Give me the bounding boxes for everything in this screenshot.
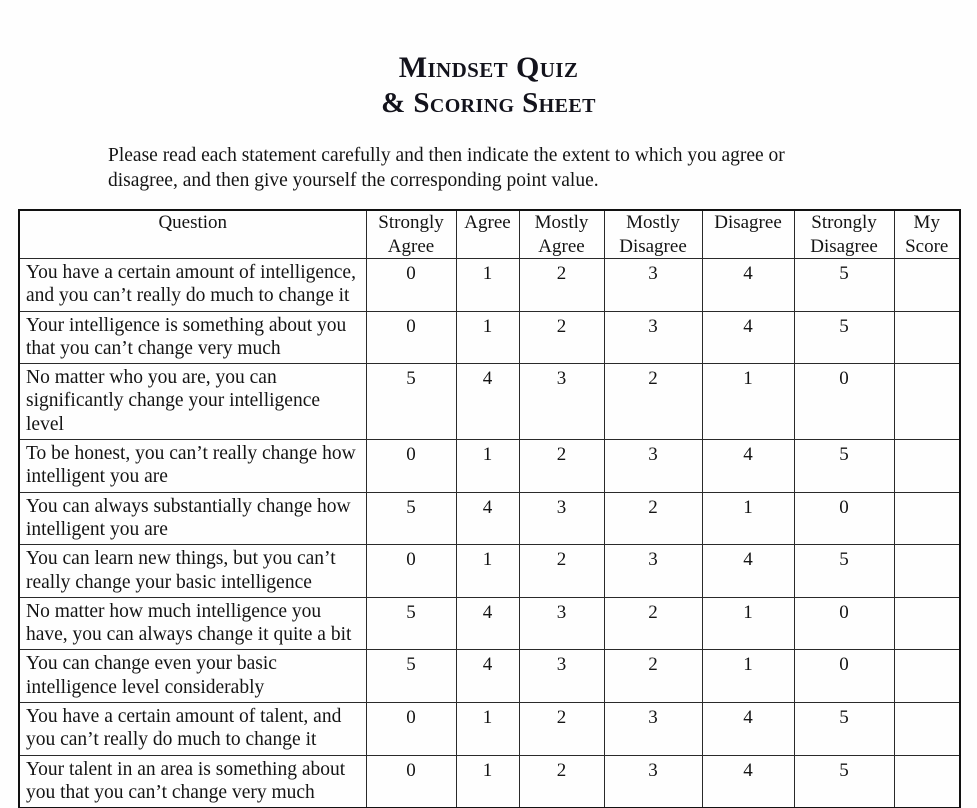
my-score-input-cell[interactable]: [894, 259, 960, 312]
score-value-cell: 0: [794, 364, 894, 440]
score-value-cell: 3: [604, 755, 702, 808]
title-line-2: & Scoring Sheet: [381, 87, 596, 119]
question-cell: You have a certain amount of intelligence, and you can’t really do much to change it: [19, 259, 366, 312]
table-row: [19, 259, 960, 312]
score-value-cell: 4: [456, 650, 519, 703]
title-line-1: Mindset Quiz: [398, 51, 579, 84]
score-value-cell: 1: [456, 755, 519, 808]
table-row: [19, 597, 960, 650]
score-value-cell: 2: [519, 259, 604, 312]
score-value-cell: 3: [604, 545, 702, 598]
score-value-cell: 5: [794, 311, 894, 364]
score-value-cell: 2: [604, 364, 702, 440]
score-value-cell: 2: [519, 703, 604, 756]
column-header-question: [19, 210, 366, 259]
my-score-input-cell[interactable]: [894, 597, 960, 650]
score-value-cell: 3: [604, 440, 702, 493]
table-row: [19, 703, 960, 756]
question-cell: You have a certain amount of talent, and you can’t really do much to change it: [19, 703, 366, 756]
score-value-cell: 3: [519, 364, 604, 440]
question-cell: You can always substantially change how intelligent you are: [19, 492, 366, 545]
score-value-cell: 2: [519, 440, 604, 493]
header-label-line1: Mostly: [626, 212, 680, 233]
score-value-cell: 1: [702, 364, 794, 440]
score-value-cell: 5: [366, 597, 456, 650]
question-cell: You can change even your basic intelligence level considerably: [19, 650, 366, 703]
header-label-line2: Disagree: [619, 235, 687, 257]
score-value-cell: 1: [456, 703, 519, 756]
my-score-input-cell[interactable]: [894, 440, 960, 493]
header-label-line2: Agree: [538, 235, 585, 257]
question-cell: Your intelligence is something about you that you can’t change very much: [19, 311, 366, 364]
table-header: [19, 210, 960, 259]
score-value-cell: 4: [702, 311, 794, 364]
my-score-input-cell[interactable]: [894, 545, 960, 598]
document-title: [0, 0, 977, 120]
score-value-cell: 0: [366, 755, 456, 808]
score-value-cell: 0: [366, 440, 456, 493]
table-row: [19, 650, 960, 703]
score-value-cell: 3: [604, 703, 702, 756]
header-label-line1: Strongly: [378, 212, 444, 233]
score-value-cell: 5: [794, 755, 894, 808]
header-label-line1: Mostly: [534, 212, 589, 233]
question-cell: No matter who you are, you can significantly change your intelligence level: [19, 364, 366, 440]
my-score-input-cell[interactable]: [894, 492, 960, 545]
my-score-input-cell[interactable]: [894, 364, 960, 440]
score-value-cell: 1: [456, 545, 519, 598]
column-header-strongly-agree: [366, 210, 456, 259]
score-value-cell: 0: [794, 650, 894, 703]
score-value-cell: 5: [794, 440, 894, 493]
header-label-line2: Score: [905, 235, 949, 257]
header-label-line1: Agree: [464, 212, 511, 233]
question-cell: To be honest, you can’t really change how intelligent you are: [19, 440, 366, 493]
question-cell: Your talent in an area is something about you that you can’t change very much: [19, 755, 366, 808]
column-header-mostly-disagree: [604, 210, 702, 259]
score-value-cell: 2: [519, 755, 604, 808]
score-value-cell: 2: [604, 650, 702, 703]
header-row: [19, 210, 960, 259]
column-header-agree: [456, 210, 519, 259]
score-value-cell: 0: [794, 492, 894, 545]
score-value-cell: 3: [519, 492, 604, 545]
header-label-line1: My: [913, 212, 940, 233]
table-body: [19, 259, 960, 808]
header-label-line1: Strongly: [811, 212, 877, 233]
score-value-cell: 1: [456, 311, 519, 364]
score-value-cell: 5: [794, 545, 894, 598]
score-value-cell: 1: [702, 597, 794, 650]
header-label-line2: Agree: [387, 235, 435, 257]
my-score-input-cell[interactable]: [894, 755, 960, 808]
header-label-line1: Question: [158, 212, 228, 233]
score-value-cell: 4: [702, 703, 794, 756]
quiz-scoring-table: [18, 209, 961, 808]
score-value-cell: 2: [519, 545, 604, 598]
score-value-cell: 2: [604, 492, 702, 545]
score-value-cell: 3: [604, 259, 702, 312]
score-value-cell: 5: [366, 650, 456, 703]
question-cell: No matter how much intelligence you have, you can always change it quite a bit: [19, 597, 366, 650]
score-value-cell: 1: [456, 440, 519, 493]
score-value-cell: 1: [456, 259, 519, 312]
score-value-cell: 4: [456, 492, 519, 545]
score-value-cell: 0: [366, 703, 456, 756]
score-value-cell: 5: [366, 492, 456, 545]
score-value-cell: 0: [366, 545, 456, 598]
column-header-my-score: [894, 210, 960, 259]
score-value-cell: 2: [604, 597, 702, 650]
score-value-cell: 1: [702, 492, 794, 545]
score-value-cell: 2: [519, 311, 604, 364]
table-row: [19, 311, 960, 364]
column-header-strongly-disagree: [794, 210, 894, 259]
score-value-cell: 4: [702, 755, 794, 808]
my-score-input-cell[interactable]: [894, 311, 960, 364]
score-value-cell: 4: [456, 364, 519, 440]
score-value-cell: 5: [794, 259, 894, 312]
score-value-cell: 1: [702, 650, 794, 703]
table-row: [19, 492, 960, 545]
my-score-input-cell[interactable]: [894, 650, 960, 703]
score-value-cell: 4: [702, 259, 794, 312]
header-label-line2: Disagree: [810, 235, 878, 257]
score-value-cell: 0: [366, 311, 456, 364]
table-row: [19, 364, 960, 440]
score-value-cell: 5: [366, 364, 456, 440]
score-value-cell: 0: [794, 597, 894, 650]
score-value-cell: 5: [794, 703, 894, 756]
my-score-input-cell[interactable]: [894, 703, 960, 756]
header-label-line1: Disagree: [714, 212, 782, 233]
score-value-cell: 0: [366, 259, 456, 312]
table-row: [19, 755, 960, 808]
quiz-table-wrapper: [18, 209, 959, 808]
score-value-cell: 4: [702, 545, 794, 598]
question-cell: You can learn new things, but you can’t really change your basic intelligence: [19, 545, 366, 598]
column-header-disagree: [702, 210, 794, 259]
score-value-cell: 3: [519, 650, 604, 703]
score-value-cell: 4: [702, 440, 794, 493]
intro-paragraph: Please read each statement carefully and then indicate the extent to which you agree or disagree, and then give yourself the corresponding point value.: [108, 145, 785, 191]
score-value-cell: 4: [456, 597, 519, 650]
table-row: [19, 440, 960, 493]
score-value-cell: 3: [604, 311, 702, 364]
column-header-mostly-agree: [519, 210, 604, 259]
score-value-cell: 3: [519, 597, 604, 650]
table-row: [19, 545, 960, 598]
